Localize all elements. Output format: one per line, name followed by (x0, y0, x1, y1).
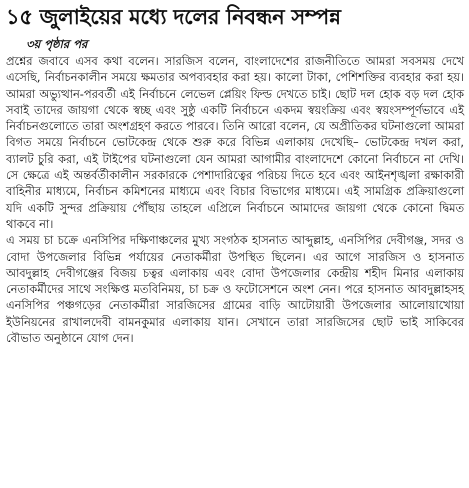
article-paragraph: প্রশ্নের জবাবে এসব কথা বলেন। সারজিস বলেন, বাংলাদেশের রাজনীতিতে আমরা সবসময় দেখে এসেছি, নির্বাচনকালীন সময়ে ক্ষমতার অপব্যবহার করা হয়। কালো টাকা, পেশিশক্তির ব্যবহার করা হয়। আমরা অভ্যুত্থান-পরবর্তী এই নির্বাচনে লেভেল প্লেয়িং ফিল্ড দেখতে চাই। ছোট দল হোক বড় দল হোক সবাই তাদের জায়গা থেকে স্বচ্ছ এবং সুষ্ঠু একটি নির্বাচনে একদম স্বয়ংক্রিয় এবং স্বয়ংসম্পূর্ণভাবে এই নির্বাচনগুলোতে তারা অংশগ্রহণ করতে পারবে। তিনি আরো বলেন, যে অপ্রীতিকর ঘটনাগুলো আমরা বিগত সময়ে নির্বাচনে ভোটকেন্দ্র থেকে শুরু করে বিভিন্ন এলাকায় দেখেছি– ভোটকেন্দ্র দখল করা, ব্যালট চুরি করা, এই টাইপের ঘটনাগুলো যেন আমরা আগামীর বাংলাদেশে কোনো নির্বাচনে না দেখি। সে ক্ষেত্রে এই অন্তর্বর্তীকালীন সরকারকে পেশাদারিত্বের পরিচয় দিতে হবে এবং আইনশৃঙ্খলা রক্ষাকারী বাহিনীর মাধ্যমে, নির্বাচন কমিশনের মাধ্যমে এবং বিচার বিভাগের মাধ্যমে। এই সামগ্রিক প্রক্রিয়াগুলো যদি একটি সুন্দর প্রক্রিয়ায় পৌঁছায় তাহলে এপ্রিলে নির্বাচনে আমাদের জায়গা থেকে কোনো দ্বিমত থাকবে না। (6, 54, 464, 231)
article-paragraph: এ সময় চা চক্রে এনসিপির দক্ষিণাঞ্চলের মুখ্য সংগঠক হাসনাত আব্দুল্লাহ, এনসিপির দেবীগঞ্জ, সদর ও বোদা উপজেলার বিভিন্ন পর্যায়ের নেতাকর্মীরা উপস্থিত ছিলেন। এর আগে সারজিস ও হাসনাত আবদুল্লাহ দেবীগঞ্জের বিজয় চত্বর এলাকায় এবং বোদা উপজেলার কেন্দ্রীয় শহীদ মিনার এলাকায় নেতাকর্মীদের সাথে সংক্ষিপ্ত মতবিনিময়, চা চক্র ও ফটোসেশনে অংশ নেন। পরে হাসনাত আবদুল্লাহসহ এনসিপির পঞ্চগড়ের নেতাকর্মীরা সারজিসের গ্রামের বাড়ি আটোয়ারী উপজেলার আলোয়াখোয়া ইউনিয়নের রাখালদেবী বামনকুমার এলাকায় যান। সেখানে তারা সারজিসের ছোট ভাই সাকিবের বৌভাত অনুষ্ঠানে যোগ দেন। (6, 233, 464, 346)
continued-from-label: ৩য় পৃষ্ঠার পর (26, 37, 88, 51)
article-body (6, 53, 464, 346)
article-headline: ১৫ জুলাইয়ের মধ্যে দলের নিবন্ধন সম্পন্ন (6, 4, 341, 29)
